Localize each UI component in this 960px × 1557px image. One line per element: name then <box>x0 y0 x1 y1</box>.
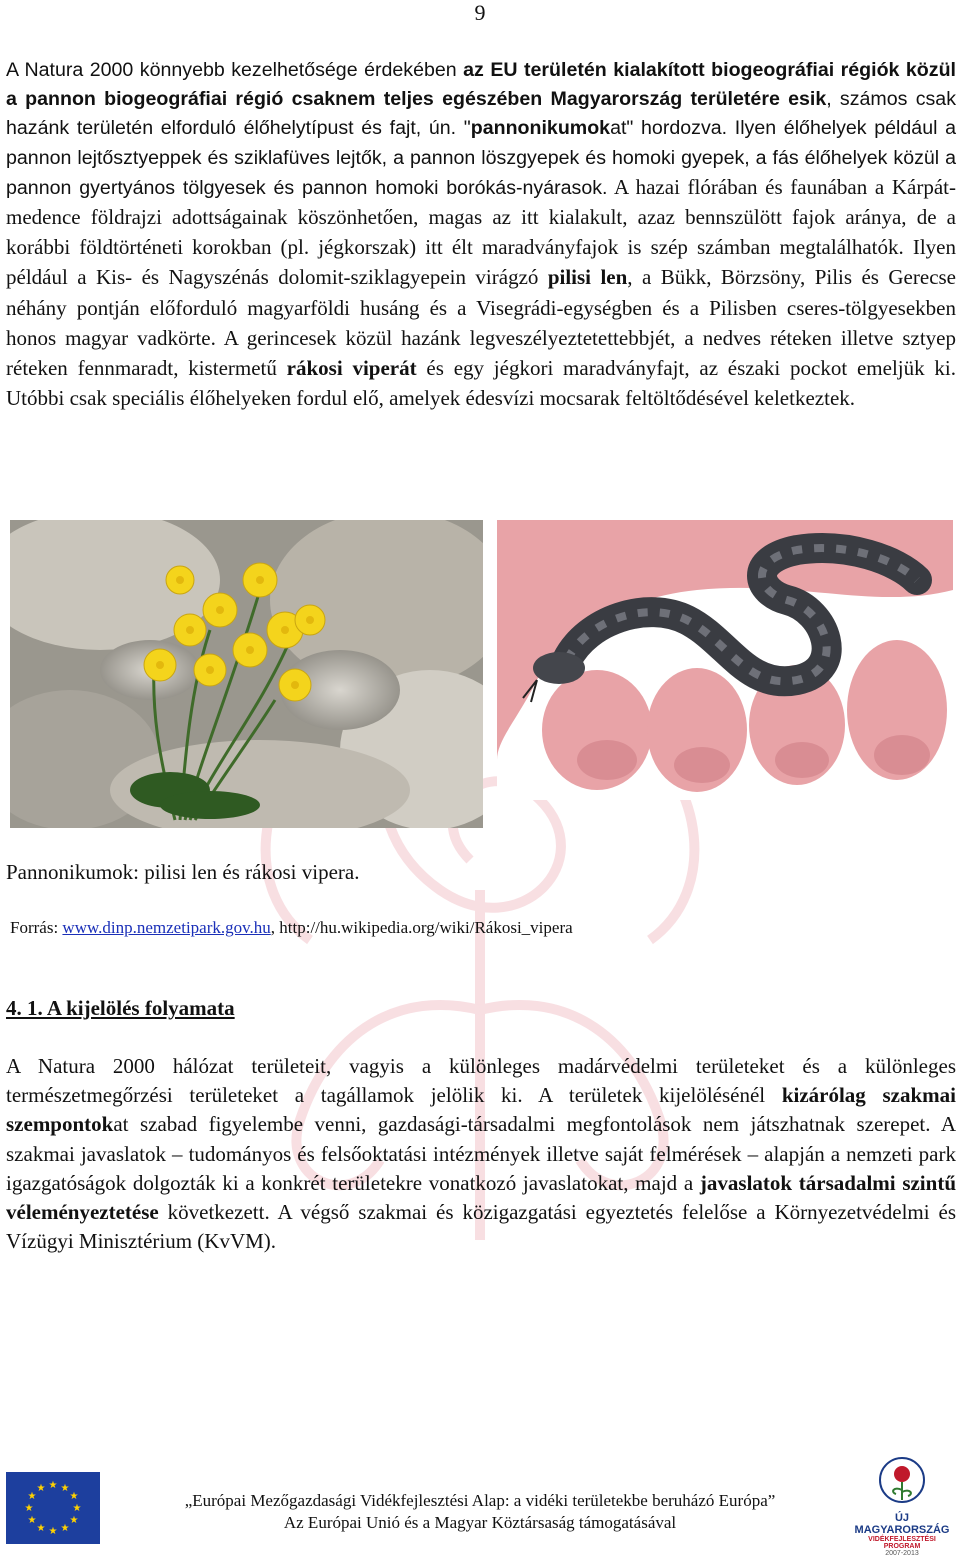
svg-text:★: ★ <box>36 1523 46 1534</box>
logo-subtitle: VIDÉKFEJLESZTÉSI PROGRAM <box>868 1536 936 1550</box>
svg-text:★: ★ <box>69 1515 79 1526</box>
figure-source: Forrás: www.dinp.nemzetipark.gov.hu, http://hu.wikipedia.org/wiki/Rákosi_vipera <box>10 918 573 937</box>
svg-text:★: ★ <box>72 1503 82 1514</box>
logo-years: 2007-2013 <box>885 1550 919 1557</box>
footer-line-2: Az Európai Unió és a Magyar Köztársaság támogatásával <box>283 1513 677 1532</box>
source-link[interactable]: www.dinp.nemzetipark.gov.hu <box>62 918 271 937</box>
svg-text:★: ★ <box>27 1491 37 1502</box>
photo-pilisi-len <box>10 520 483 828</box>
svg-text:★: ★ <box>69 1491 79 1502</box>
figure-caption: Pannonikumok: pilisi len és rákosi vipera. <box>6 860 360 884</box>
svg-text:★: ★ <box>24 1503 34 1514</box>
svg-text:★: ★ <box>48 1480 58 1491</box>
section-heading: 4. 1. A kijelölés folyamata <box>6 996 235 1020</box>
uj-magyarorszag-text <box>852 1512 952 1557</box>
svg-text:★: ★ <box>48 1526 58 1537</box>
svg-text:★: ★ <box>27 1515 37 1526</box>
page-number: 9 <box>474 0 486 25</box>
svg-text:★: ★ <box>36 1483 46 1494</box>
intro-paragraph: A Natura 2000 könnyebb kezelhetősége érdekében az EU területén kialakított biogeográfiai régiók közül a pannon biogeográfiai régió csaknem teljes egészében Magyarország területére esik, számos csak hazánk területén elforduló élőhelytípust és fajt, ún. "pannonikumokat" hordozva. Ilyen élőhelyek például a pannon lejtősztyeppek és sziklafüves lejtők, a pannon löszgyepek és homoki gyepek, a fás élőhelyek közül a pannon gyertyános tölgyesek és pannon homoki borókás-nyárasok. A hazai flórában és faunában a Kárpát-medence földrajzi adottságainak köszönhetően, magas az itt kialakult, azaz bennszülött fajok aránya, de a korábbi földtörténeti korokban (pl. jégkorszak) itt élt maradványfajok is szép számban megtalálhatók. Ilyen például a Kis- és Nagyszénás dolomit-sziklagyepein virágzó pilisi len, a Bükk, Börzsöny, Pilis és Gerecse néhány pontján előforduló magyarföldi husáng és a Visegrádi-egységben és a Pilisben cseres-tölgyesekben honos magyar vadkörte. A gerincesek közül hazánk legveszélyeztetettebbjét, a nedves réteken illetve sztyep réteken fennmaradt, kistermetű rákosi viperát és egy jégkori maradványfajt, az északi pockot emeljük ki. Utóbbi csak speciális élőhelyeken fordul elő, amelyek édesvízi mocsarak feltöltődésével keletkeztek. <box>6 59 957 411</box>
logo-title: ÚJ MAGYARORSZÁG <box>854 1512 950 1536</box>
selection-paragraph: A Natura 2000 hálózat területeit, vagyis a különleges madárvédelmi területeket és a különleges természetmegőrzési területeket a tagállamok jelölik ki. A területek kijelölésénél kizárólag szakmai szempontokat szabad figyelembe venni, gazdasági-társadalmi megfontolások nem játszhatnak szerepet. A szakmai javaslatok – tudományos és felsőoktatási intézmények illetve saját felmérések – alapján a nemzeti park igazgatóságok dolgozták ki a konkrét területekre vonatkozó javaslatokat, majd a javaslatok társadalmi szintű véleményeztetése következett. A végső szakmai és közigazgatási egyeztetés felelőse a Környezetvédelmi és Vízügyi Minisztérium (KvVM). <box>6 1054 956 1254</box>
svg-text:★: ★ <box>60 1523 70 1534</box>
footer-line-1: „Európai Mezőgazdasági Vidékfejlesztési Alap: a vidéki területekbe beruházó Európa” <box>184 1491 776 1510</box>
eu-flag-logo <box>6 1472 100 1544</box>
photo-rakosi-vipera <box>497 520 953 800</box>
svg-text:★: ★ <box>60 1483 70 1494</box>
